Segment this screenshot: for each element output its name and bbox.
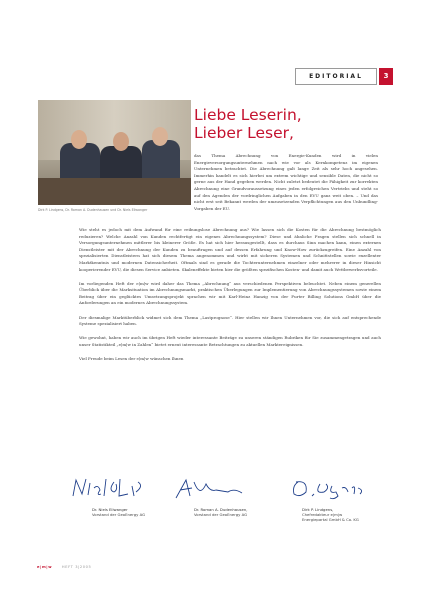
photo-caption: Dirk P. Lindgens, Dr. Roman A. Dudenhausen und Dr. Niels Ellwanger xyxy=(38,208,148,212)
signature-dudenhausen xyxy=(172,474,252,504)
headline-line-2: Lieber Leser, xyxy=(194,124,294,142)
body-paragraph: Viel Freude beim Lesen der e|m|w wünschen Ihnen xyxy=(79,355,184,361)
body-paragraph: Im vorliegenden Heft der e|m|w wird daher das Thema „Abrechnung“ aus verschiedenen Perspektiven beleuchtet. Neben einem generellen Überblick über die Marksituation im Abrechnungsmarkt, praktischen Überlegungen zur Implementierung von Abrechnungssystemen sowie einem Beitrag über ein geglücktes Umsetzungsprojekt sprachen wir mit Karl-Heinz Hanzig von der Furter Billing Solutions GmbH über die Anforderungen an ein modernes Abrechnungssystem. xyxy=(79,280,381,306)
body-paragraph: Der diesmalige Marktüberblick widmet sich dem Thema „Lastprognose“. Hier stellen wir Ihnen Unternehmen vor, die sich auf entsprechende Systeme spezialisiert haben. xyxy=(79,314,381,327)
signature-name-1: Dr. Niels Ellwanger Vorstand der GeoEnergy AG xyxy=(92,507,146,518)
page-footer xyxy=(37,565,91,569)
footer-issue: HEFT 3|2005 xyxy=(61,565,92,569)
editors-photo xyxy=(38,100,191,205)
signature-lindgens xyxy=(290,474,370,504)
signature-name-2: Dr. Roman A. Dudenhausen, Vorstand der GeoEnergy AG xyxy=(194,507,248,518)
body-text xyxy=(79,227,381,370)
intro-paragraph: das Thema Abrechnung von Energie-Kunden wird in vielen Energieversorgungsunternehmen nach wie vor als Kernkompetenz im eigenen Unternehmen betrachtet. Die Abrechnung galt lange Zeit als sehr hoch angesehen. Immerhin handelt es sich hierbei um extrem wichtige und sensible Daten, die nicht so gerne aus der Hand gegeben werden. Nicht zuletzt bedeutet die Fähigkeit zur korrekten Abrechnung eine Grundvoraussetzung eines jeden erfolgreichen Vertriebs und steht so auf den Agenden der vordringlichen Aufgaben in den EVU ganz weit oben. – Und das nicht erst seit Bekannt werden der umzusetzenden Verpflichtungen aus den Unbundling-Vorgaben der EU. xyxy=(194,153,378,211)
body-paragraph: Wie steht es jedoch mit dem Aufwand für eine reibungslose Abrechnung aus? Wie lassen sich die Kosten für die Abrechnung bestmöglich reduzieren? Welche Anzahl von Kunden rechtfertigt ein eigenes Abrechnungssystem? Diese und ähnliche Fragen stellen sich schnell in Versorgungsunternehmen mittlerer bis kleinerer Größe. Es hat sich hier herausgestellt, dass es durchaus Sinn machen kann, einen externen Dienstleister mit der Abrechnung der Kunden zu beauftragen und auf dessen Erfahrung und Know-How zurückzugreifen. Eine Anzahl von spezialisierten Dienstleistern hat sich diesem Thema angenommen und wirbt mit sicheren Systemen und Schnittstellen sowie exzellenter Marktkenntnis und modernen Datensicherheit. Oftmals sind es gerade die Tochterunternehmen einzelner oder mehrerer in dieser Hinsicht kooperierender EVU, die diesen Service anbieten. Skaleneffekte bieten hier die größten spezifischen Kosten- und damit auch Wettbewerbsvorteile. xyxy=(79,227,381,272)
page-number: 3 xyxy=(379,68,393,85)
headline xyxy=(194,106,302,142)
signature-ellwanger xyxy=(70,474,150,504)
footer-brand: e|m|w xyxy=(37,565,53,569)
body-paragraph: Wie gewohnt, haben wir auch im übrigen Heft wieder interessante Beiträge zu unseren ständigen Rubriken für Sie zusammengetragen und auch unser Statistikteil „e|m|w in Zahlen“ bietet erneut interessante Betrachtungen zu aktuellen Marktereignissen. xyxy=(79,335,381,347)
headline-line-1: Liebe Leserin, xyxy=(194,106,302,124)
signature-name-3: Dirk P. Lindgens, Chefredakteur e|m|w Energiepartal GmbH & Co. KG xyxy=(302,507,359,523)
section-label-box: EDITORIAL xyxy=(295,68,377,85)
